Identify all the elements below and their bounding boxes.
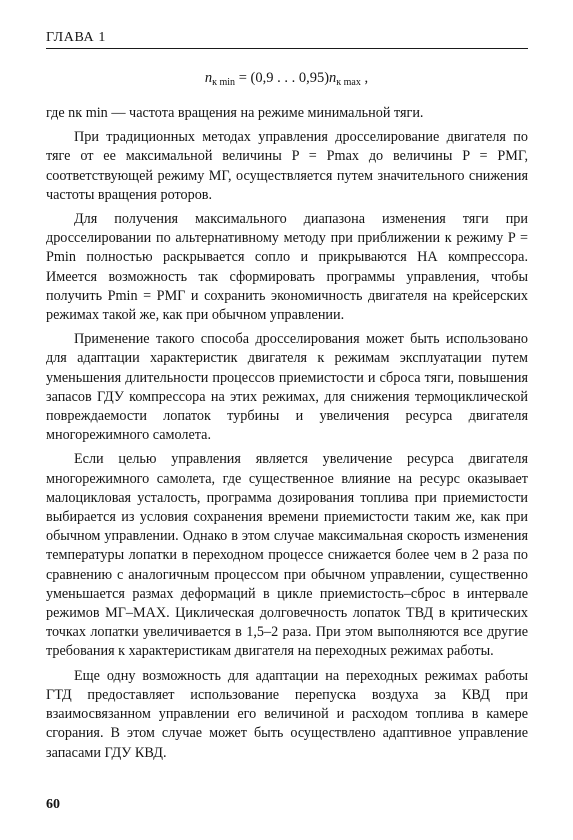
- paragraph: Для получения максимального диапазона изменения тяги при дросселировании по альтернативному методу при приближении к режиму P = Pmin полностью раскрывается сопло и прикрываются НА компрессора. Имеется возможность так сформировать программы управления, чтобы получить Pmin = PМГ и сохранить экономичность двигателя на крейсерских режимах такой же, как при обычном управлении.: [46, 211, 528, 324]
- formula-lhs-var: n: [204, 70, 213, 86]
- page-number: 60: [46, 797, 60, 812]
- formula: [0, 70, 573, 87]
- paragraph: Еще одну возможность для адаптации на переходных режимах работы ГТД предоставляет использование перепуска воздуха за КВД при взаимосвязанном управлении его величиной и расходом топлива в камере сгорания. В этом случае может быть осуществлено адаптивное управление запасами ГДУ КВД.: [46, 667, 528, 761]
- paragraph: Применение такого способа дросселирования может быть использовано для адаптации характеристик двигателя к режимам эксплуатации путем уменьшения длительности процессов приемистости и сброса тяги, повышения запасов ГДУ компрессора на этих режимах, для снижения термоциклической повреждаемости лопаток турбины и увеличения ресурса двигателя многорежимного самолета.: [46, 331, 528, 444]
- formula-tail: ,: [360, 70, 369, 86]
- body-text: [46, 104, 528, 763]
- chapter-header: ГЛАВА 1: [46, 30, 106, 45]
- paragraph: При традиционных методах управления дросселирование двигателя по тяге от ее максимальной величины P = Pmax до величины P = PМГ, соответствующей режиму МГ, осуществляется путем значительного снижения частоты вращения роторов.: [46, 129, 528, 203]
- formula-rhs-sub: к max: [336, 77, 361, 88]
- header-rule: [46, 48, 528, 49]
- formula-rhs-var: n: [329, 70, 337, 86]
- formula-lhs-sub: к min: [212, 77, 236, 88]
- paragraph: Если целью управления является увеличение ресурса двигателя многорежимного самолета, где существенное влияние на ресурс оказывает малоцикловая усталость, программа дозирования топлива при приемистости выбирается из условия сохранения времени приемистости таким же, как при обычном управлении. Однако в этом случае максимальная скорость изменения температуры лопатки в переходном процессе снижается более чем в 2 раза по сравнению с аналогичным процессом при обычном управлении, существенно уменьшается размах деформаций в цикле приемистость–сброс в интервале режимов МГ–МАХ. Циклическая долговечность лопаток ТВД в критических точках лопатки увеличивается в 1,5–2 раза. При этом выполняются все другие требования к характеристикам двигателя на переходных режимах работы.: [46, 451, 528, 660]
- paragraph: где nк min — частота вращения на режиме минимальной тяги.: [46, 105, 424, 121]
- formula-middle: = (0,9 . . . 0,95): [235, 70, 330, 86]
